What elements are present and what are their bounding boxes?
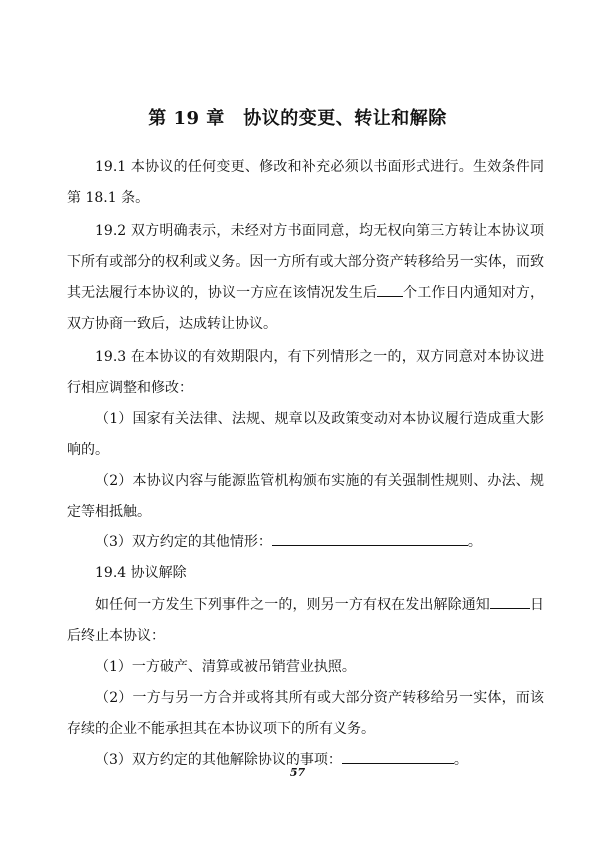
clause-19-4-item-3-end: 。 xyxy=(453,752,468,768)
clause-19-3: 19.3 在本协议的有效期限内，有下列情形之一的，双方同意对本协议进行相应调整和修改： xyxy=(67,349,544,396)
clause-19-3-item-1: （1）国家有关法律、法规、规章以及政策变动对本协议履行造成重大影响的。 xyxy=(67,411,544,458)
clause-19-4-item-1: （1）一方破产、清算或被吊销营业执照。 xyxy=(95,659,356,675)
other-termination-blank xyxy=(342,750,454,764)
clause-19-4-item-3-label: （3）双方约定的其他解除协议的事项： xyxy=(95,752,342,768)
chapter-title: 第 19 章 协议的变更、转让和解除 xyxy=(148,108,447,129)
clause-19-3-item-3-label: （3）双方约定的其他情形： xyxy=(95,534,272,550)
clause-19-4-intro xyxy=(67,590,544,652)
clause-19-2 xyxy=(67,216,544,340)
clause-19-4-item-2: （2）一方与另一方合并或将其所有或大部分资产转移给另一实体，而该存续的企业不能承担其在本协议项下的所有义务。 xyxy=(67,690,544,737)
clause-19-2-text-a: 19.2 双方明确表示，未经对方书面同意，均无权向第三方转让本协议项下所有或部分的权利或义务。因一方所有或大部分资产转移给另一实体，而致其无法履行本协议的，协议一方应在该情况发生后 xyxy=(67,223,544,301)
clause-19-1: 19.1 本协议的任何变更、修改和补充必须以书面形式进行。生效条件同第 18.1 条。 xyxy=(67,159,544,206)
clause-19-4-intro-a: 如任何一方发生下列事件之一的，则另一方有权在发出解除通知 xyxy=(95,597,490,613)
clause-19-4-heading: 19.4 协议解除 xyxy=(95,565,187,581)
clause-19-3-item-3-end: 。 xyxy=(467,534,482,550)
days-blank-19-2 xyxy=(377,283,403,297)
page-number: 57 xyxy=(289,766,306,779)
clause-19-3-item-2: （2）本协议内容与能源监管机构颁布实施的有关强制性规则、办法、规定等相抵触。 xyxy=(67,473,544,520)
clause-19-3-item-3 xyxy=(67,527,544,558)
clause-19-4-intro-b: 日后终止本协议： xyxy=(67,597,545,644)
notice-days-blank xyxy=(490,595,530,609)
clause-19-2-text-b: 个工作日内通知对方，双方协商一致后，达成转让协议。 xyxy=(67,285,544,332)
other-circumstances-blank xyxy=(272,532,468,546)
